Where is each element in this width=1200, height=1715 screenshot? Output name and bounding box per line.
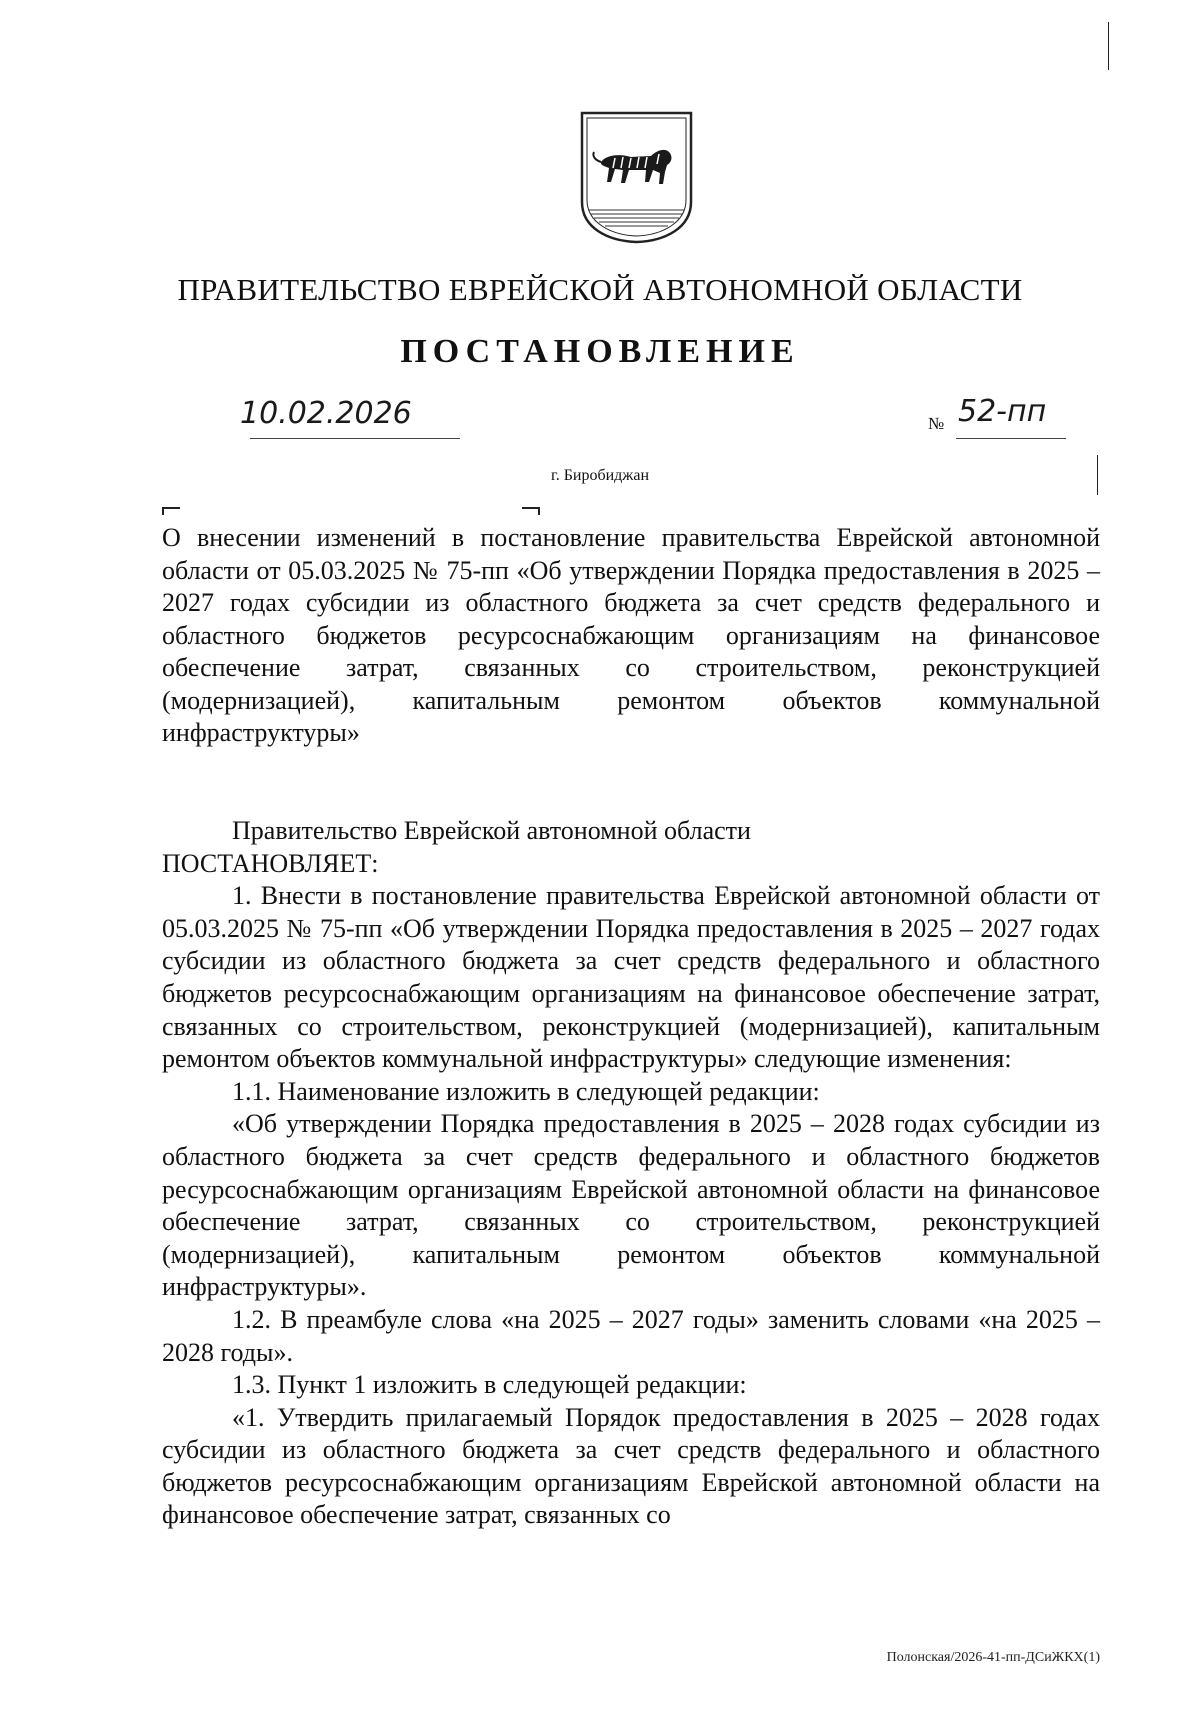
document-type-title: ПОСТАНОВЛЕНИЕ: [400, 333, 800, 370]
document-number-field: [928, 394, 1078, 440]
registration-code: Полонская/2026-41-пп-ДСиЖКХ(1): [886, 1650, 1100, 1665]
scan-artifact-top-right: [1108, 22, 1109, 70]
paragraph-quote-title: «Об утверждении Порядка предоставления в 2025 – 2028 годах субсидии из областного бюджета за счет средств федерального и областного бюджетов ресурсоснабжающим организациям Еврейской автономной области на финансовое обеспечение затрат, связанных со строительством, реконструкцией (модернизацией), капитальным ремонтом объектов коммунальной инфраструктуры».: [162, 1109, 1100, 1302]
subject-bracket-right: [522, 507, 540, 515]
resolves-heading: ПОСТАНОВЛЯЕТ:: [162, 848, 379, 878]
date-field: [240, 396, 460, 440]
number-underline: [956, 438, 1066, 439]
handwritten-number: 52-пп: [958, 394, 1047, 429]
government-title: ПРАВИТЕЛЬСТВО ЕВРЕЙСКОЙ АВТОНОМНОЙ ОБЛАСТИ: [177, 272, 1023, 307]
document-body: [162, 815, 1100, 1532]
paragraph-quote-item-1: «1. Утвердить прилагаемый Порядок предоставления в 2025 – 2028 годах субсидии из областного бюджета за счет средств федерального и областного бюджетов ресурсоснабжающим организациям Еврейской автономной области на финансовое обеспечение затрат, связанных со: [162, 1402, 1100, 1530]
subject-bracket-left: [162, 507, 180, 515]
paragraph-1-1: 1.1. Наименование изложить в следующей редакции:: [232, 1076, 820, 1106]
paragraph-1-3: 1.3. Пункт 1 изложить в следующей редакции:: [232, 1370, 747, 1400]
handwritten-date: 10.02.2026: [240, 396, 412, 431]
coat-of-arms-tiger-icon: [579, 110, 694, 245]
preamble: Правительство Еврейской автономной области: [232, 816, 751, 845]
number-sign: №: [928, 414, 945, 433]
paragraph-1: 1. Внести в постановление правительства Еврейской автономной области от 05.03.2025 № 75-пп «Об утверждении Порядка предоставления в 2025 – 2027 годах субсидии из областного бюджета за счет средств федерального и областного бюджетов ресурсоснабжающим организациям на финансовое обеспечение затрат, связанных со строительством, реконструкцией (модернизацией), капитальным ремонтом объектов коммунальной инфраструктуры» следующие изменения:: [162, 881, 1100, 1074]
date-underline: [250, 438, 460, 439]
city-name: г. Биробиджан: [550, 467, 650, 484]
paragraph-1-2: 1.2. В преамбуле слова «на 2025 – 2027 годы» заменить словами «на 2025 – 2028 годы».: [162, 1304, 1100, 1367]
document-subject: О внесении изменений в постановление правительства Еврейской автономной области от 05.03.2025 № 75-пп «Об утверждении Порядка предоставления в 2025 – 2027 годах субсидии из областного бюджета за счет средств федерального и областного бюджетов ресурсоснабжающим организациям на финансовое обеспечение затрат, связанных со строительством, реконструкцией (модернизацией), капитальным ремонтом объектов коммунальной инфраструктуры»: [162, 523, 1100, 747]
